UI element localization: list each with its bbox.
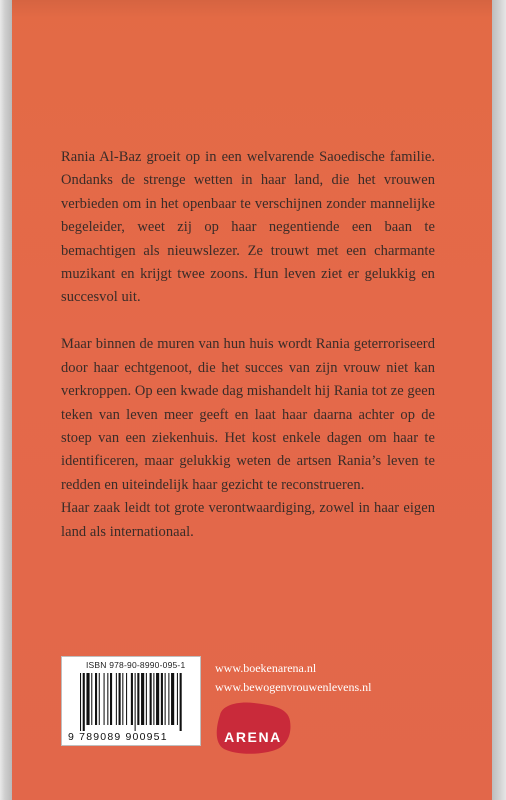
barcode-bar (137, 673, 139, 725)
blurb-paragraph-2: Maar binnen de muren van hun huis wordt Rania geterroriseerd door haar echtgenoot, die het succes van zijn vrouw niet kan verkroppen. Op een kwade dag mishandelt hij Rania tot ze geen teken van leven meer geeft en laat haar daarna achter op de stoep van een ziekenhuis. Het kost enkele dagen om haar te identificeren, maar gelukkig weten de artsen Rania’s leven te redden en uiteindelijk haar gezicht te reconstrueren. (61, 336, 435, 493)
barcode-bar (104, 673, 105, 725)
barcode-bar (83, 673, 85, 731)
barcode-bar (153, 673, 154, 725)
barcode-bar (86, 673, 89, 725)
barcode-bar (135, 673, 136, 731)
cover-top-shadow (12, 0, 492, 18)
barcode-bar (122, 673, 123, 725)
link-bewogenvrouwenlevens[interactable]: www.bewogenvrouwenlevens.nl (215, 680, 372, 694)
barcode-bar (156, 673, 159, 725)
barcode-bar (116, 673, 117, 725)
barcode-bars (80, 673, 194, 731)
arena-logo-shape (212, 697, 294, 757)
barcode-bar (171, 673, 174, 725)
blurb-paragraph-3: Haar zaak leidt tot grote verontwaardiging, zowel in haar eigen land als internationaal. (61, 500, 435, 540)
isbn-label: ISBN 978-90-8990-095-1 (86, 660, 186, 670)
barcode-bar (168, 673, 169, 725)
barcode-bar (91, 673, 92, 725)
blurb-text (61, 146, 435, 544)
arena-logo (212, 697, 294, 757)
barcode-bar (161, 673, 163, 725)
barcode-bar (119, 673, 121, 725)
website-links (215, 659, 372, 697)
barcode-bar (177, 673, 178, 725)
barcode-bar (80, 673, 81, 731)
barcode-bar (131, 673, 133, 725)
barcode-bar (150, 673, 152, 725)
barcode-bar (107, 673, 108, 725)
ean-digits: 9 789089 900951 (68, 731, 168, 743)
arena-logo-text: ARENA (224, 729, 282, 745)
barcode-bar (180, 673, 182, 731)
barcode-panel (61, 656, 201, 746)
barcode-bar (146, 673, 147, 725)
barcode-bar (110, 673, 112, 725)
page-edge-right (492, 0, 506, 800)
page-edge-left (0, 0, 12, 800)
link-boekenarena[interactable]: www.boekenarena.nl (215, 661, 317, 675)
barcode-bar (126, 673, 127, 725)
barcode-bar (165, 673, 166, 725)
barcode-bar (99, 673, 100, 725)
barcode-bar (141, 673, 144, 725)
blurb-paragraph-1: Rania Al-Baz groeit op in een welvarende Saoedische familie. Ondanks de strenge wetten in haar land, die het vrouwen verbieden om in het openbaar te verschijnen zonder mannelijke begeleider, weet zij op haar negentiende een baan te bemachtigen als nieuwslezer. Ze trouwt met een charmante muzikant en krijgt twee zoons. Hun leven ziet er gelukkig en succesvol uit. (61, 149, 435, 306)
barcode-bar (95, 673, 97, 725)
